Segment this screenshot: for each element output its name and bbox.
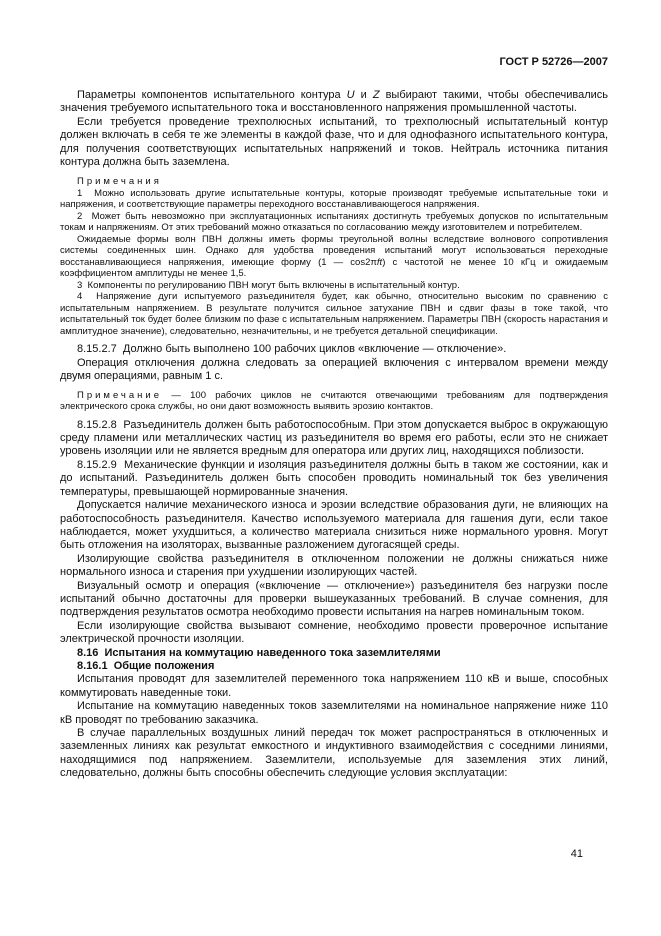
variable-u: U (346, 89, 355, 101)
paragraph-circuit-params (60, 89, 608, 116)
single-note-label: Примечание (77, 389, 162, 401)
paragraph-mechanical-wear: Допускается наличие механического износа и эрозии вследствие образования дуги, не влияющих на работоспособность разъединителя. Качество используемого материала для гашения дуги, если такое наблюдается, может ухудшиться, а количество материала снизиться ниже нормального уровня. Могут быть отложения на изоляторах, вызванные разложением дугогасящей среды. (60, 499, 608, 552)
page-number: 41 (570, 848, 583, 860)
paragraph-visual-inspection: Визуальный осмотр и операция («включение — отключение») разъединителя без нагрузки после испытаний обычно достаточны для проверки вышеуказанных требований. В случае сомнения, для подтверждения результатов осмотра необходимо провести испытания на нагрев номинальным током. (60, 579, 608, 619)
note-item-1: 1 Можно использовать другие испытательные контуры, которые производят требуемые испытательные токи и напряжения, и соответствующие параметры переходного восстанавливающегося напряжения. (60, 187, 608, 211)
note-item-2-continuation (60, 234, 608, 280)
paragraph-circuit-params-text-1: Параметры компонентов испытательного контура (77, 89, 347, 101)
paragraph-tests-110kv: Испытания проводят для заземлителей переменного тока напряжением 110 кВ и выше, способных коммутировать наведенные токи. (60, 673, 608, 699)
document-code: ГОСТ Р 52726—2007 (499, 56, 608, 68)
note-item-3: 3 Компоненты по регулированию ПВН могут быть включены в испытательный контур. (77, 279, 460, 291)
heading-8-16: 8.16 Испытания на коммутацию наведенного тока заземлителями (77, 646, 441, 659)
formula-variable-ft: ft (376, 256, 383, 268)
paragraph-operation-interval: Операция отключения должна следовать за операцией включения с интервалом времени между двумя операциями, равным 1 с. (60, 356, 608, 383)
document-content (60, 89, 608, 781)
notes-title (60, 176, 608, 188)
note-item-2-cont-text-1: Ожидаемые формы волн ПВН должны иметь формы треугольной волны вследствие волнового сопротивления системы соединенных шин. Однако для удобства проведения испытаний могут использоваться переходные восстанавливающиеся напряжения, имеющие форму (1 — cos2π (60, 233, 608, 268)
paragraph-insulation-doubt: Если изолирующие свойства вызывают сомнение, необходимо провести проверочное испытание электрической прочности изоляции. (60, 619, 608, 646)
paragraph-circuit-params-text-3: выбирают такими, чтобы обеспечивались значения требуемого испытательного тока и восстановленного напряжения промышленной частоты. (60, 89, 608, 115)
notes-title-label: Примечания (77, 176, 162, 188)
variable-z: Z (372, 89, 380, 101)
note-item-2-cont-text-2: ) с частотой не менее 10 кГц и ожидаемым коэффициентом амплитуды не менее 1,5. (60, 256, 608, 280)
page-header (60, 56, 608, 69)
paragraph-8-15-2-8: 8.15.2.8 Разъединитель должен быть работоспособным. При этом допускается выброс в окружающую среду пламени или металлических частиц из разъединителя во время его работы, если это не снижает уровень изоляции или не является вредным для оператора или других лиц, находящихся поблизости. (60, 418, 608, 458)
single-note-block (60, 390, 608, 413)
paragraph-below-110kv: Испытание на коммутацию наведенных токов заземлителями на номинальное напряжение ниже 110 кВ проводят по требованию заказчика. (60, 700, 608, 726)
paragraph-8-15-2-9: 8.15.2.9 Механические функции и изоляция разъединителя должны быть в таком же состоянии, как и до испытаний. Разъединитель должен быть способен проводить номинальный ток без увеличения температуры, превышающей нормированные значения. (60, 458, 608, 498)
note-item-2: 2 Может быть невозможно при эксплуатационных испытаниях достигнуть требуемых допусков по испытательным токам и напряжениям. От этих требований можно отказаться по согласованию между изготовителем и потребителем. (60, 210, 608, 234)
paragraph-insulating-properties: Изолирующие свойства разъединителя в отключенном положении не должны снижаться ниже нормального износа и старения при ухудшении изолирующих частей. (60, 552, 608, 579)
note-item-4: 4 Напряжение дуги испытуемого разъединителя будет, как обычно, относительно высоким по сравнению с испытательным напряжением. В результате получится сильное затухание ПВН и сдвиг фазы в токе такой, что испытательный ток будет более близким по фазе с испытательным напряжением. Параметры ПВН (скорость нарастания и амплитудное значение), следовательно, незначительны, и не требуется детальной спецификации. (60, 291, 608, 337)
paragraph-parallel-lines: В случае параллельных воздушных линий передач ток может распространяться в отключенных и заземленных линиях как результат емкостного и индуктивного взаимодействия с соседними линиями, находящимися под напряжением. Заземлители, используемые для заземления этих линий, следовательно, должны быть способны обеспечить следующие условия эксплуатации: (60, 727, 608, 780)
paragraph-circuit-params-text-2: и (354, 89, 373, 101)
heading-8-16-1: 8.16.1 Общие положения (77, 659, 215, 672)
notes-block (60, 176, 608, 337)
paragraph-three-pole-tests: Если требуется проведение трехполюсных испытаний, то трехполюсный испытательный контур должен включать в себя те же элементы в каждой фазе, что и для однофазного испытательного контура, для получения соответствующих испытательных напряжений и токов. Нейтраль источника питания контура должна быть заземлена. (60, 115, 608, 169)
single-note (60, 390, 608, 413)
paragraph-8-15-2-7: 8.15.2.7 Должно быть выполнено 100 рабочих циклов «включение — отключение». (77, 343, 507, 356)
single-note-text: — 100 рабочих циклов не считаются отвечающими требованиям для подтверждения электрического срока службы, но они дают возможность выявить эрозию контактов. (60, 389, 608, 413)
